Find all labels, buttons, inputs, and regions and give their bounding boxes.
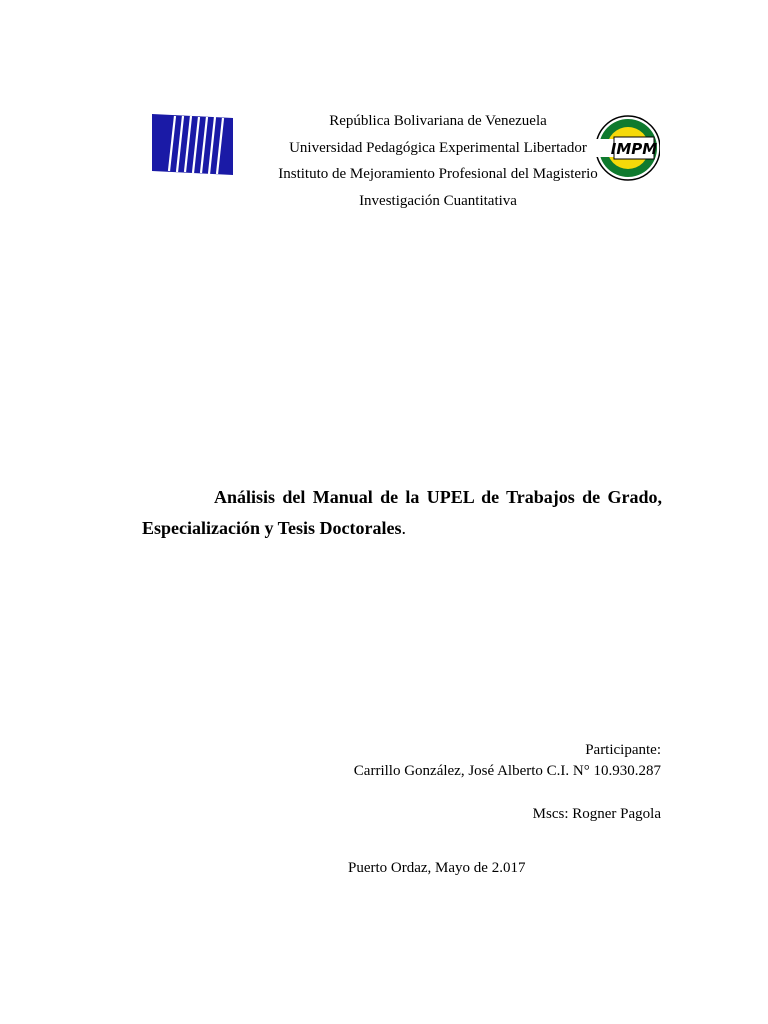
header-institute: Instituto de Mejoramiento Profesional del Magisterio xyxy=(278,166,598,182)
header-country: República Bolivariana de Venezuela xyxy=(329,113,547,129)
participant-name: Carrillo González, José Alberto C.I. N° 10.930.287 xyxy=(353,763,661,779)
ipm-logo-text: IMPM xyxy=(610,140,658,158)
participant-block xyxy=(161,740,661,782)
institution-header xyxy=(240,108,636,214)
header-university: Universidad Pedagógica Experimental Libertador xyxy=(289,139,587,156)
document-title-text: Análisis del Manual de la UPEL de Trabajos de Grado, Especialización y Tesis Doctorales xyxy=(142,487,662,538)
document-title xyxy=(142,482,662,544)
participant-label: Participante: xyxy=(585,742,661,758)
document-title-period: . xyxy=(401,518,406,538)
upel-logo-icon xyxy=(152,114,233,175)
header-course: Investigación Cuantitativa xyxy=(359,192,517,209)
place-date: Puerto Ordaz, Mayo de 2.017 xyxy=(348,860,526,876)
tutor-line: Mscs: Rogner Pagola xyxy=(532,806,661,822)
